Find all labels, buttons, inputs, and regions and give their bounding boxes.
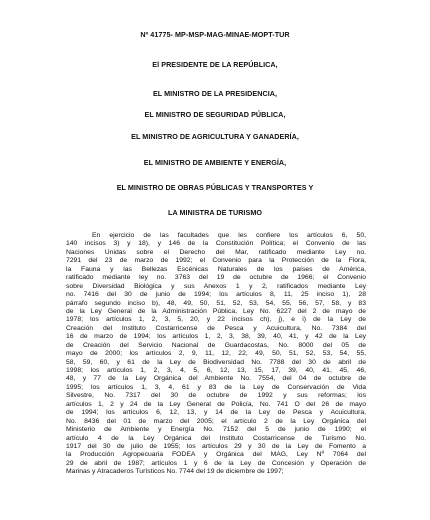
heading-minister-public-works: EL MINISTRO DE OBRAS PÚBLICAS Y TRANSPORTES Y — [116, 183, 314, 192]
paragraph-line: Silvestre, No. 7317 del 30 de octubre de 1992 y sus reformas; los — [66, 392, 366, 400]
paragraph-line: la Producción Agropecuaria FODEA y Orgánica del MAG, Ley Nº 7064 del — [66, 451, 366, 459]
paragraph-line: Ministerio de Ambiente y Energía No. 7152 del 5 de junio de 1990; el — [66, 426, 366, 434]
heading-minister-environment: EL MINISTRO DE AMBIENTE Y ENERGÍA, — [143, 158, 287, 167]
paragraph-line: 1978; los artículos 1, 2, 3, 5, 20, y 22 incisos ch), j), e i) de la Ley de — [66, 316, 366, 324]
paragraph-line: no. 7416 del 30 de junio de 1994; los artículos 8, 11, 25 inciso 1), 28 — [66, 291, 366, 299]
paragraph-line: 7291 del 23 de marzo de 1992; el Convenio para la Protección de la Flora, — [66, 257, 366, 265]
paragraph-line: 140 incisos 3) y 18), y 146 de la Constitución Política; el Convenio de las — [66, 240, 366, 248]
heading-minister-security: EL MINISTRO DE SEGURIDAD PÚBLICA, — [144, 110, 286, 119]
paragraph-line: Naciones Unidas sobre el Derecho del Mar, ratificado mediante Ley no. — [66, 248, 366, 256]
paragraph-line: sobre Diversidad Biológica y sus Anexos 1 y 2, ratificados mediante Ley — [66, 282, 366, 290]
paragraph-line: de la Ley General de la Administración Pública, Ley No. 6227 del 2 de mayo de — [66, 307, 366, 315]
paragraph-line: la Fauna y las Bellezas Escénicas Naturales de los países de América, — [66, 265, 366, 273]
heading-president: El PRESIDENTE DE LA REPÚBLICA, — [152, 60, 278, 69]
paragraph-line: Creación del Instituto Costarricense de Pesca y Acuicultura, No. 7384 del — [66, 324, 366, 332]
heading-minister-tourism: LA MINISTRA DE TURISMO — [168, 208, 262, 217]
paragraph-line: Marinas y Atracaderos Turísticos No. 7744 del 19 de diciembre de 1997; — [66, 468, 284, 476]
decree-number: Nº 41775- MP-MSP-MAG-MINAE-MOPT-TUR — [140, 30, 290, 39]
heading-minister-presidency: EL MINISTRO DE LA PRESIDENCIA, — [152, 89, 278, 98]
paragraph-line: 1917 del 30 de julio de 1955; los artículos 29 y 30 de la Ley de Fomento a — [66, 442, 366, 450]
paragraph-line: No. 8436 del 01 de marzo del 2005; el artículo 2 de la Ley Orgánica del — [66, 417, 366, 425]
paragraph-line: 48, y 77 de la Ley Orgánica del Ambiente No. 7554, del 04 de octubre de — [66, 375, 366, 383]
paragraph-line: artículos 1, 2 y 24 de la Ley General de Policía, No. 741 O del 26 de mayo — [66, 400, 366, 408]
paragraph-line: ratificado mediante ley no. 3763 del 19 de octubre de 1966; el Convenio — [66, 274, 366, 282]
paragraph-line: 16 de marzo de 1994; los artículos 1, 2, 3, 38, 39, 40, 41, y 42 de la Ley — [66, 333, 366, 341]
paragraph-line: En ejercicio de las facultades que les confiere los artículos 6, 50, — [92, 232, 366, 239]
heading-minister-agriculture: EL MINISTRO DE AGRICULTURA Y GANADERÍA, — [131, 132, 299, 141]
paragraph-line: 1998; los artículos 1, 2, 3, 4, 5, 6, 12, 13, 15, 17, 39, 40, 41, 45, 46, — [66, 367, 366, 374]
paragraph-line: 29 de abril de 1987; artículos 1 y 6 de la Ley de Concesión y Operación de — [66, 459, 366, 467]
body-paragraph — [66, 232, 366, 477]
paragraph-line: de 1994; los artículos 6, 12, 13, y 14 de la Ley de Pesca y Acuicultura, — [66, 409, 366, 417]
paragraph-line: párrafo segundo inciso b), 48, 49, 50, 51, 52, 53, 54, 55, 56, 57, 58, y 83 — [66, 299, 366, 307]
paragraph-line: mayo de 2000; los artículos 2, 9, 11, 12, 22, 49, 50, 51, 52, 53, 54, 55, — [66, 350, 366, 358]
paragraph-line: de Creación del Servicio Nacional de Guardacostas, No. 8000 del 05 de — [66, 341, 366, 349]
paragraph-line: artículo 4 de la Ley Orgánica del Instituto Costarricense de Turismo No. — [66, 434, 366, 442]
paragraph-line: 1995; los artículos 1, 3, 4, 61 y 83 de la Ley de Conservación de Vida — [66, 383, 366, 391]
paragraph-line: 58, 59, 60, y 61 de la Ley de Biodiversidad No. 7788 del 30 de abril de — [66, 358, 366, 366]
